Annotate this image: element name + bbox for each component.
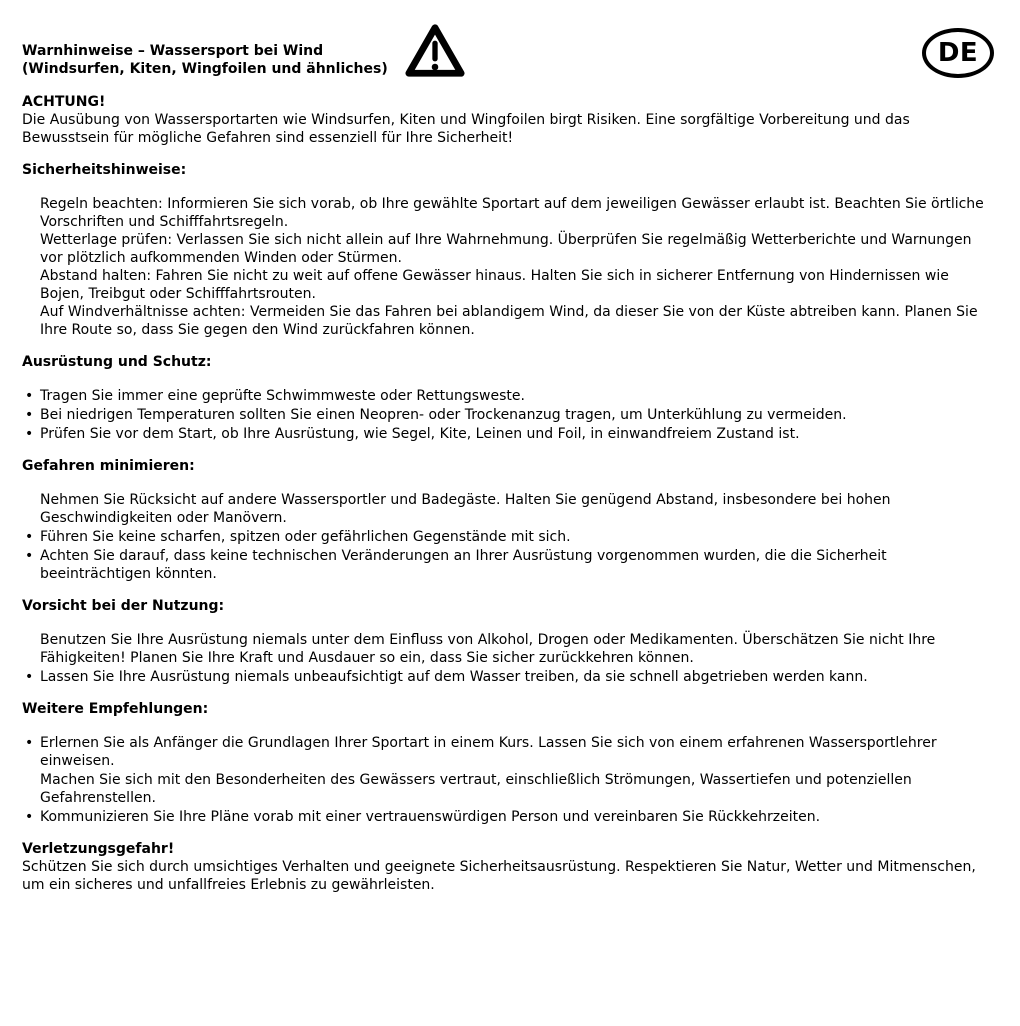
list-item-text: Bei niedrigen Temperaturen sollten Sie einen Neopren- oder Trockenanzug tragen, um Unterkühlung zu vermeiden. (40, 407, 847, 423)
section-heading: Weitere Empfehlungen: (22, 701, 209, 717)
list-item (22, 547, 996, 583)
section-empfehlungen (22, 700, 996, 826)
bullet-icon: • (25, 407, 34, 423)
paragraph: Schützen Sie sich durch umsichtiges Verhalten und geeignete Sicherheitsausrüstung. Respektieren Sie Natur, Wetter und Mitmenschen, um ein sicheres und unfallfreies Erlebnis zu gewährleisten. (22, 859, 976, 893)
list-item-text: Führen Sie keine scharfen, spitzen oder gefährlichen Gegenstände mit sich. (40, 529, 571, 545)
section-heading: Gefahren minimieren: (22, 458, 195, 474)
paragraph: Wetterlage prüfen: Verlassen Sie sich nicht allein auf Ihre Wahrnehmung. Überprüfen Sie regelmäßig Wetterberichte und Warnungen vor plötzlich aufkommenden Winden oder Stürmen. (40, 232, 972, 266)
page-title-line2: (Windsurfen, Kiten, Wingfoilen und ähnliches) (22, 61, 388, 77)
list-item (22, 528, 996, 546)
page-title-line1: Warnhinweise – Wassersport bei Wind (22, 43, 324, 59)
section-ausruestung (22, 353, 996, 443)
list-item-text: Erlernen Sie als Anfänger die Grundlagen Ihrer Sportart in einem Kurs. Lassen Sie sich von einem erfahrenen Wassersportlehrer einweisen. (40, 735, 937, 769)
paragraph: Benutzen Sie Ihre Ausrüstung niemals unter dem Einfluss von Alkohol, Drogen oder Medikamenten. Überschätzen Sie nicht Ihre Fähigkeiten! Planen Sie Ihre Kraft und Ausdauer so ein, dass Sie sicher zurückkehren können. (40, 632, 936, 666)
list-item-text: Achten Sie darauf, dass keine technischen Veränderungen an Ihrer Ausrüstung vorgenommen wurden, die die Sicherheit beeinträchtigen könnten. (40, 548, 887, 582)
bullet-icon: • (25, 529, 34, 545)
bullet-icon: • (25, 809, 34, 825)
paragraph: Die Ausübung von Wassersportarten wie Windsurfen, Kiten und Wingfoilen birgt Risiken. Eine sorgfältige Vorbereitung und das Bewusstsein für mögliche Gefahren sind essenziell für Ihre Sicherheit! (22, 112, 910, 146)
list-item (22, 668, 996, 686)
paragraph: Auf Windverhältnisse achten: Vermeiden Sie das Fahren bei ablandigem Wind, da dieser Sie von der Küste abtreiben kann. Planen Sie Ihre Route so, dass Sie gegen den Wind zurückfahren können. (40, 304, 978, 338)
document-header (22, 22, 996, 82)
page-title (22, 22, 388, 78)
list-item-text: Prüfen Sie vor dem Start, ob Ihre Ausrüstung, wie Segel, Kite, Leinen und Foil, in einwandfreiem Zustand ist. (40, 426, 800, 442)
list-item-text: Kommunizieren Sie Ihre Pläne vorab mit einer vertrauenswürdigen Person und vereinbaren Sie Rückkehrzeiten. (40, 809, 821, 825)
warning-triangle-icon (404, 20, 466, 82)
section-heading: Vorsicht bei der Nutzung: (22, 598, 225, 614)
list-item (22, 387, 996, 405)
section-verletzungsgefahr (22, 840, 996, 894)
section-achtung (22, 93, 996, 147)
section-vorsicht (22, 597, 996, 686)
list-item-text: Lassen Sie Ihre Ausrüstung niemals unbeaufsichtigt auf dem Wasser treiben, da sie schnell abgetrieben werden kann. (40, 669, 868, 685)
bullet-icon: • (25, 548, 34, 564)
list-item (22, 406, 996, 424)
section-heading: Sicherheitshinweise: (22, 162, 187, 178)
language-badge-label: DE (937, 38, 979, 68)
list-item (22, 734, 996, 770)
section-heading: Ausrüstung und Schutz: (22, 354, 212, 370)
list-item (22, 425, 996, 443)
bullet-icon: • (25, 735, 34, 751)
list-item-text: Tragen Sie immer eine geprüfte Schwimmweste oder Rettungsweste. (40, 388, 525, 404)
section-heading: Verletzungsgefahr! (22, 841, 175, 857)
paragraph: Regeln beachten: Informieren Sie sich vorab, ob Ihre gewählte Sportart auf dem jeweiligen Gewässer erlaubt ist. Beachten Sie örtliche Vorschriften und Schifffahrtsregeln. (40, 196, 984, 230)
paragraph: Nehmen Sie Rücksicht auf andere Wassersportler und Badegäste. Halten Sie genügend Abstand, insbesondere bei hohen Geschwindigkeiten oder Manövern. (40, 492, 891, 526)
section-sicherheitshinweise (22, 161, 996, 339)
list-item (22, 808, 996, 826)
bullet-icon: • (25, 426, 34, 442)
bullet-icon: • (25, 388, 34, 404)
paragraph: Machen Sie sich mit den Besonderheiten des Gewässers vertraut, einschließlich Strömungen, Wassertiefen und potenziellen Gefahrenstellen. (40, 772, 912, 806)
section-heading: ACHTUNG! (22, 94, 106, 110)
language-badge (922, 28, 994, 78)
bullet-icon: • (25, 669, 34, 685)
paragraph: Abstand halten: Fahren Sie nicht zu weit auf offene Gewässer hinaus. Halten Sie sich in sicherer Entfernung von Hindernissen wie Bojen, Treibgut oder Schifffahrtsrouten. (40, 268, 949, 302)
section-gefahren (22, 457, 996, 583)
